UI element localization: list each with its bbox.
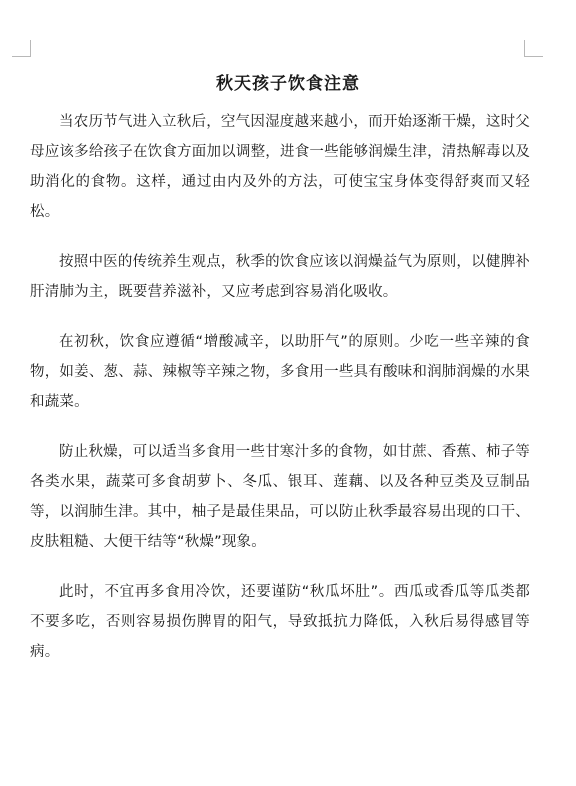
paragraph-4: 防止秋燥，可以适当多食用一些甘寒汁多的食物，如甘蔗、香蕉、柿子等各类水果，蔬菜可多食胡萝卜、冬瓜、银耳、莲藕、以及各种豆类及豆制品等，以润肺生津。其中，柚子是最佳果品，可以防止秋季最容易出现的口干、皮肤粗糙、大便干结等“秋燥”现象。	[30, 444, 530, 550]
crop-mark-top-right	[524, 40, 543, 57]
page-title: 秋天孩子饮食注意	[216, 74, 360, 95]
paragraph-1: 当农历节气进入立秋后，空气因湿度越来越小，而开始逐渐干燥，这时父母应该多给孩子在饮食方面加以调整，进食一些能够润燥生津，清热解毒以及助消化的食物。这样，通过由内及外的方法，可使宝宝身体变得舒爽而又轻松。	[30, 114, 530, 220]
document-body	[30, 107, 530, 687]
paragraph-5: 此时，不宜再多食用冷饮，还要谨防“秋瓜坏肚”。西瓜或香瓜等瓜类都不要多吃，否则容易损伤脾胃的阳气，导致抵抗力降低，入秋后易得感冒等病。	[30, 584, 530, 660]
paragraph-2: 按照中医的传统养生观点，秋季的饮食应该以润燥益气为原则，以健脾补肝清肺为主，既要营养滋补，又应考虑到容易消化吸收。	[30, 254, 530, 300]
paragraph-3: 在初秋，饮食应遵循“增酸减辛，以助肝气”的原则。少吃一些辛辣的食物，如姜、葱、蒜、辣椒等辛辣之物，多食用一些具有酸味和润肺润燥的水果和蔬菜。	[30, 334, 530, 410]
crop-mark-top-left	[12, 40, 31, 57]
